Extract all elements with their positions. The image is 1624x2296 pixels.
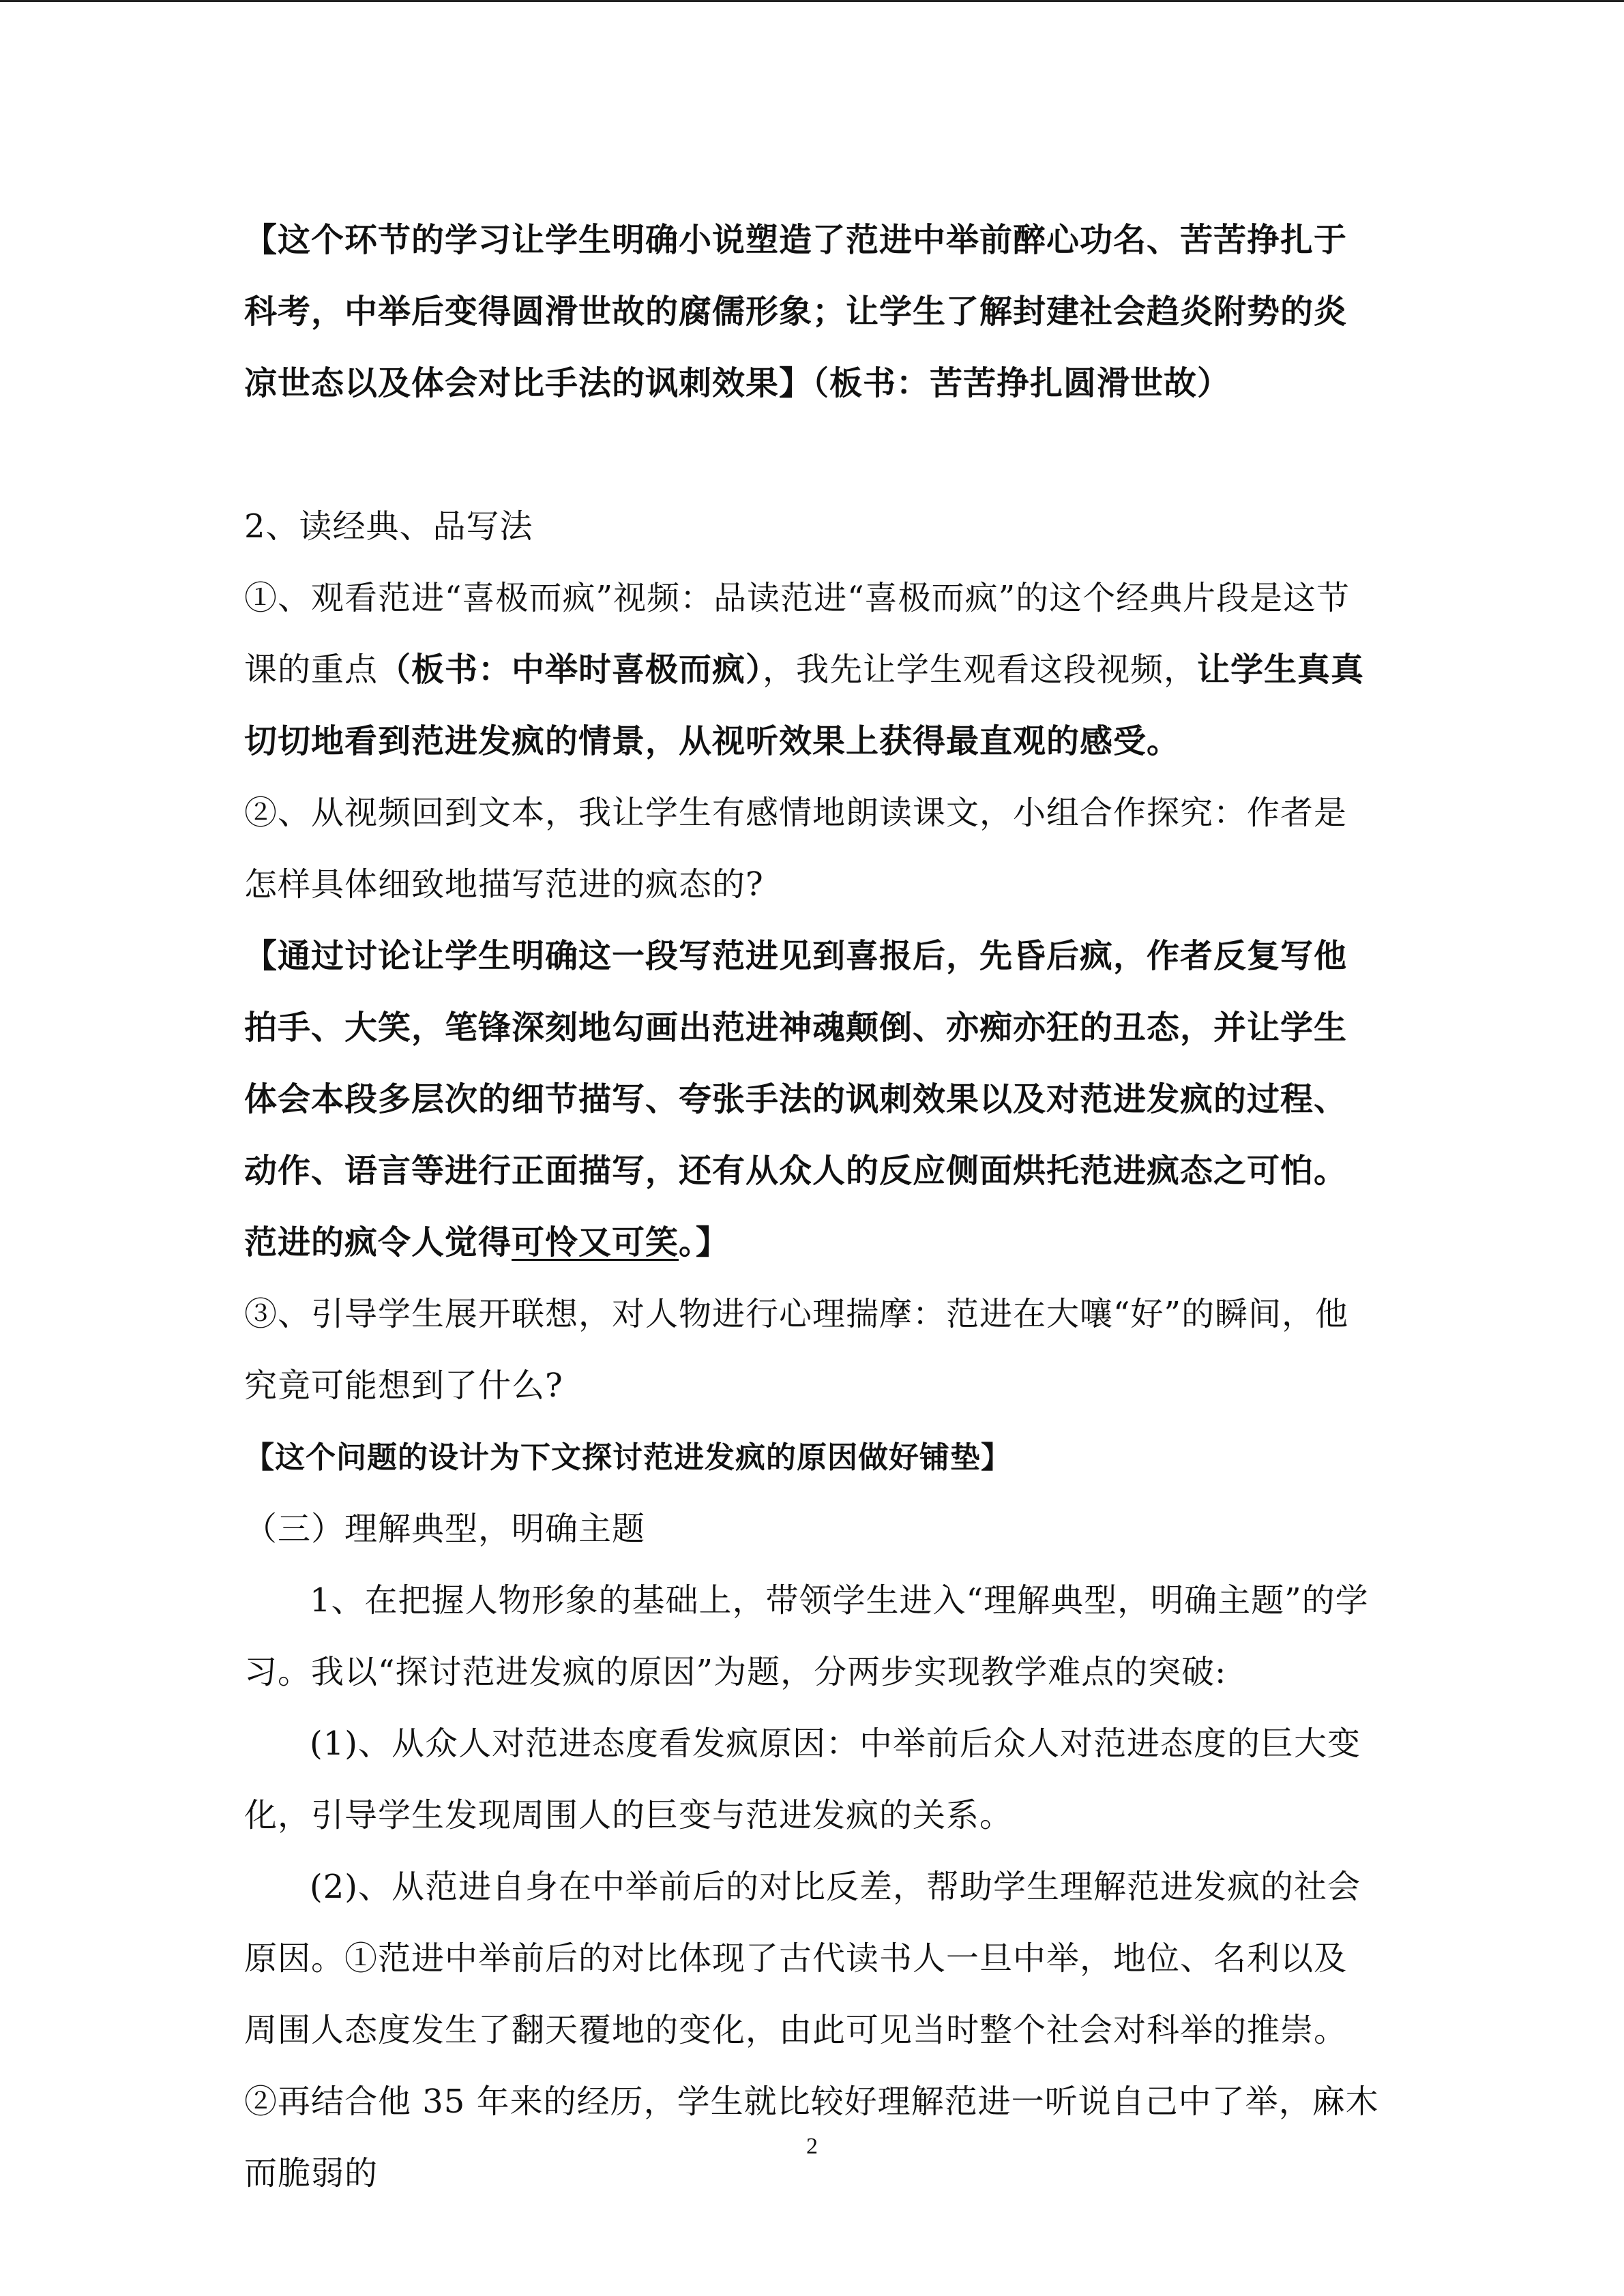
item-1-text-b: ，我先让学生观看这段视频， bbox=[763, 651, 1198, 689]
item-3: ③、引导学生展开联想，对人物进行心理揣摩：范进在大嚷“好”的瞬间，他究竟可能想到了什么? bbox=[244, 1295, 1349, 1405]
intro-note: 【这个环节的学习让学生明确小说塑造了范进中举前醉心功名、苦苦挣扎于科考，中举后变得圆滑世故的腐儒形象；让学生了解封建社会趋炎附势的炎凉世态以及体会对比手法的讽刺效果】（板书：苦苦挣扎圆滑世故） bbox=[244, 221, 1348, 402]
document-body bbox=[244, 205, 1380, 2209]
page-number: 2 bbox=[806, 2134, 818, 2159]
item-1-emphasis: 让学生真真切切地看到范进发疯的情景，从视听效果上获得最直观的感受。 bbox=[244, 651, 1365, 760]
note-2-end: 。】 bbox=[679, 1223, 730, 1262]
item-1 bbox=[244, 563, 1380, 777]
note-2 bbox=[244, 921, 1380, 1279]
note-2-text: 【通过讨论让学生明确这一段写范进见到喜报后，先昏后疯，作者反复写他拍手、大笑，笔锋深刻地勾画出范进神魂颠倒、亦痴亦狂的丑态，并让学生体会本段多层次的细节描写、夸张手法的讽刺效果以及对范进发疯的过程、动作、语言等进行正面描写，还有从众人的反应侧面烘托范进疯态之可怕。范进的疯令人觉得 bbox=[244, 937, 1348, 1262]
note-2-underlined: 可怜又可笑 bbox=[512, 1223, 679, 1262]
item-1-text-a: ①、观看范进“喜极而疯”视频：品读范进“喜极而疯”的这个经典片段是这节课的重点 bbox=[244, 579, 1350, 689]
note-3: 【这个问题的设计为下文探讨范进发疯的原因做好铺垫】 bbox=[244, 1440, 1012, 1475]
section-3-paragraph-3: (2)、从范进自身在中举前后的对比反差，帮助学生理解范进发疯的社会原因。①范进中举前后的对比体现了古代读书人一旦中举，地位、名利以及周围人态度发生了翻天覆地的变化，由此可见当时整个社会对科举的推崇。②再结合他 35 年来的经历，学生就比较好理解范进一听说自己中了举，麻木而脆弱的 bbox=[244, 1868, 1379, 2192]
item-1-board-note: （板书：中举时喜极而疯） bbox=[378, 651, 763, 689]
section-2-title: 2、读经典、品写法 bbox=[244, 507, 533, 546]
section-3-paragraph-1: 1、在把握人物形象的基础上，带领学生进入“理解典型，明确主题”的学习。我以“探讨范进发疯的原因”为题，分两步实现教学难点的突破: bbox=[244, 1581, 1369, 1691]
top-border-line bbox=[0, 0, 1624, 2]
paragraph-gap bbox=[244, 419, 1380, 491]
item-2: ②、从视频回到文本，我让学生有感情地朗读课文，小组合作探究：作者是怎样具体细致地描写范进的疯态的? bbox=[244, 794, 1348, 904]
section-3-title: （三）理解典型，明确主题 bbox=[244, 1510, 646, 1548]
section-3-paragraph-2: (1)、从众人对范进态度看发疯原因：中举前后众人对范进态度的巨大变化，引导学生发现周围人的巨变与范进发疯的关系。 bbox=[244, 1725, 1361, 1834]
